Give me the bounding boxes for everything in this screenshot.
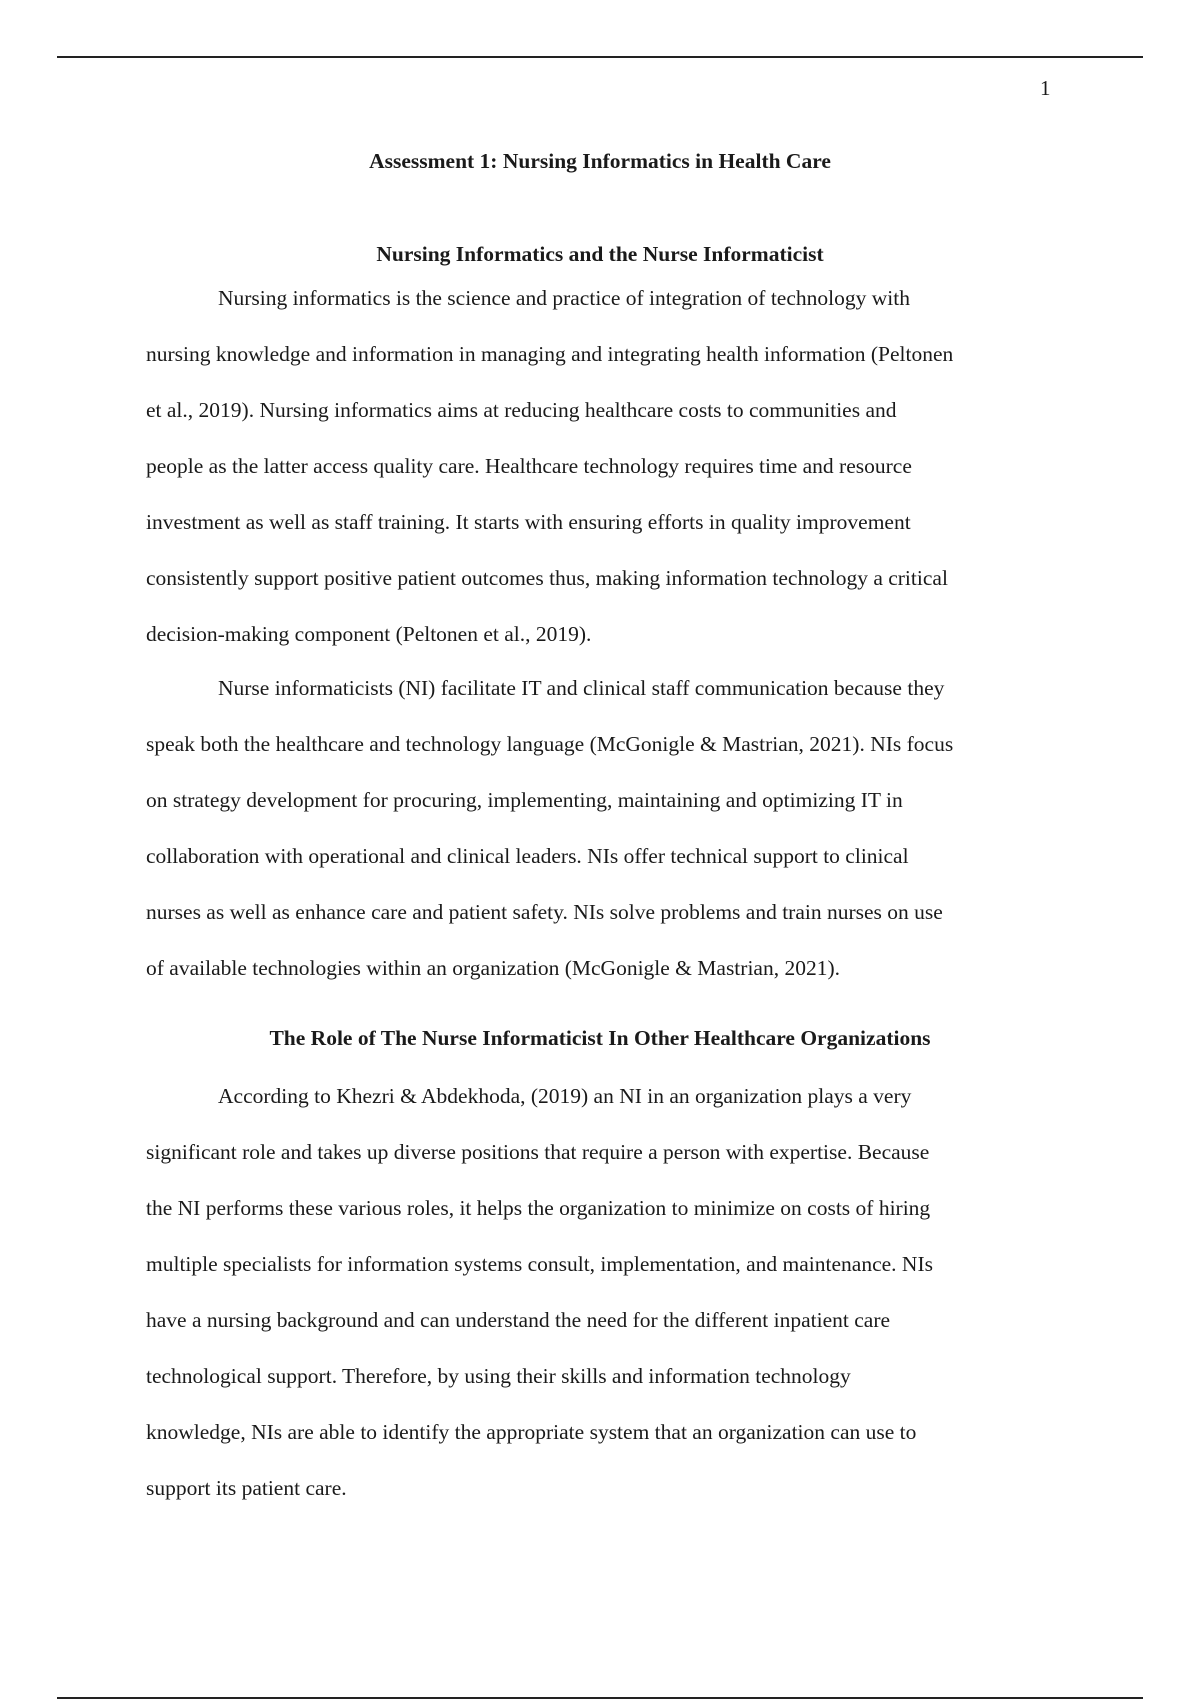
paragraph-line: of available technologies within an organization (McGonigle & Mastrian, 2021). — [146, 956, 840, 980]
section-heading-nursing-informatics: Nursing Informatics and the Nurse Informaticist — [376, 242, 824, 266]
paragraph-line: have a nursing background and can understand the need for the different inpatient care — [146, 1308, 891, 1332]
paragraph-line: nursing knowledge and information in managing and integrating health information (Peltonen — [146, 342, 954, 366]
paragraph-line: support its patient care. — [146, 1476, 347, 1500]
paragraph-nurse-informaticists — [146, 672, 1056, 1008]
paragraph-line: technological support. Therefore, by using their skills and information technology — [146, 1364, 851, 1388]
paragraph-role-in-organizations — [146, 1080, 1056, 1528]
paragraph-nursing-informatics-definition — [146, 282, 1056, 674]
document-title: Assessment 1: Nursing Informatics in Health Care — [369, 149, 831, 173]
paragraph-line: nurses as well as enhance care and patient safety. NIs solve problems and train nurses on use — [146, 900, 943, 924]
paragraph-line: people as the latter access quality care. Healthcare technology requires time and resource — [146, 454, 912, 478]
paragraph-line: knowledge, NIs are able to identify the appropriate system that an organization can use to — [146, 1420, 917, 1444]
paragraph-line: investment as well as staff training. It starts with ensuring efforts in quality improvement — [146, 510, 911, 534]
paragraph-line: significant role and takes up diverse positions that require a person with expertise. Because — [146, 1140, 930, 1164]
paragraph-line: consistently support positive patient outcomes thus, making information technology a critical — [146, 566, 948, 590]
paragraph-line: et al., 2019). Nursing informatics aims at reducing healthcare costs to communities and — [146, 398, 897, 422]
paragraph-line: According to Khezri & Abdekhoda, (2019) an NI in an organization plays a very — [218, 1084, 912, 1108]
section-heading-role-of-nurse-informaticist: The Role of The Nurse Informaticist In Other Healthcare Organizations — [269, 1026, 931, 1050]
header-rule — [57, 56, 1143, 58]
paragraph-line: decision-making component (Peltonen et al., 2019). — [146, 622, 592, 646]
paragraph-line: on strategy development for procuring, implementing, maintaining and optimizing IT in — [146, 788, 903, 812]
paragraph-line: speak both the healthcare and technology language (McGonigle & Mastrian, 2021). NIs focus — [146, 732, 954, 756]
paragraph-line: Nursing informatics is the science and practice of integration of technology with — [218, 286, 910, 310]
paragraph-line: multiple specialists for information systems consult, implementation, and maintenance. NIs — [146, 1252, 933, 1276]
paragraph-line: the NI performs these various roles, it helps the organization to minimize on costs of hiring — [146, 1196, 931, 1220]
page-number: 1 — [1040, 76, 1051, 100]
paragraph-line: Nurse informaticists (NI) facilitate IT and clinical staff communication because they — [218, 676, 945, 700]
footer-rule — [57, 1697, 1143, 1699]
paragraph-line: collaboration with operational and clinical leaders. NIs offer technical support to clinical — [146, 844, 909, 868]
